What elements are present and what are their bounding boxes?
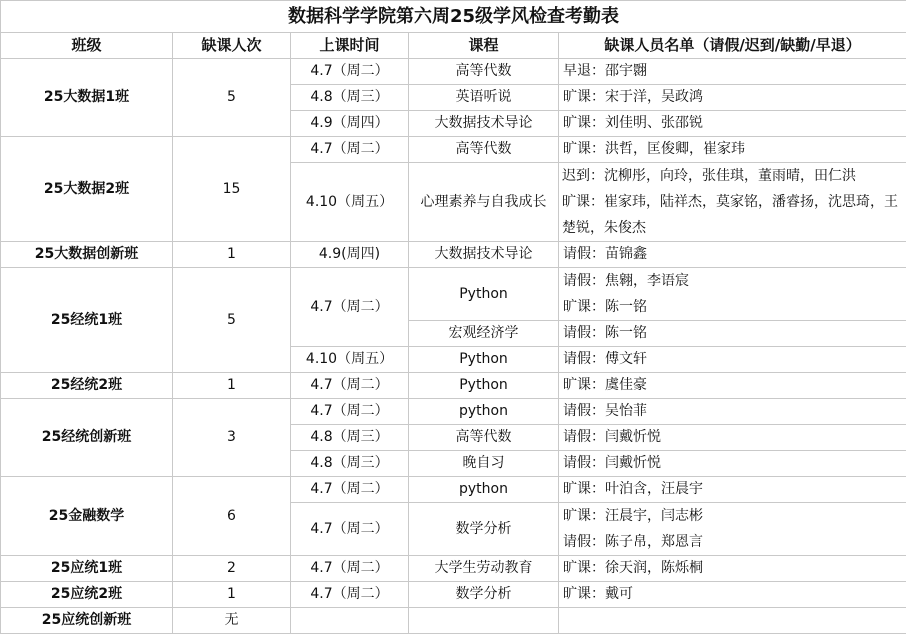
course-name: 大数据技术导论 — [409, 242, 559, 268]
absentee-list: 旷课：刘佳明、张邵锐 — [559, 111, 906, 137]
absentee-list: 旷课：宋于洋，吴政鸿 — [559, 85, 906, 111]
class-name: 25大数据创新班 — [1, 242, 173, 268]
course-name: Python — [409, 268, 559, 321]
absentee-list: 请假：吴怡菲 — [559, 399, 906, 425]
class-time: 4.7（周二） — [291, 556, 409, 582]
course-name: 宏观经济学 — [409, 321, 559, 347]
course-name: python — [409, 477, 559, 503]
absentee-line: 旷课：崔家玮，陆祥杰，莫家铭，潘睿扬，沈思琦，王楚锐，朱俊杰 — [562, 194, 898, 236]
absentee-list: 旷课：叶泊含，汪晨宇 — [559, 477, 906, 503]
class-name: 25应统2班 — [1, 582, 173, 608]
class-time: 4.10（周五） — [291, 347, 409, 373]
class-name: 25应统创新班 — [1, 608, 173, 634]
absentee-list: 请假：苗锦鑫 — [559, 242, 906, 268]
class-time: 4.7（周二） — [291, 503, 409, 556]
absence-count: 15 — [173, 137, 291, 242]
course-name: Python — [409, 373, 559, 399]
absentee-line: 旷课：汪晨宇，闫志彬 — [563, 508, 703, 524]
course-name: 数学分析 — [409, 582, 559, 608]
absence-count: 3 — [173, 399, 291, 477]
class-name: 25大数据1班 — [1, 59, 173, 137]
absence-count: 无 — [173, 608, 291, 634]
absentee-line: 请假：陈子帛，郑恩言 — [563, 534, 703, 550]
absentee-list: 请假：闫戴忻悦 — [559, 451, 906, 477]
class-time: 4.7（周二） — [291, 477, 409, 503]
absence-count: 1 — [173, 582, 291, 608]
table-row — [1, 399, 906, 425]
absentee-list: 请假：傅文轩 — [559, 347, 906, 373]
absence-count: 1 — [173, 373, 291, 399]
class-name: 25经统创新班 — [1, 399, 173, 477]
class-time: 4.8（周三） — [291, 425, 409, 451]
absentee-list: 旷课：徐天润，陈烁桐 — [559, 556, 906, 582]
course-name: 大学生劳动教育 — [409, 556, 559, 582]
table-row — [1, 477, 906, 503]
course-name: python — [409, 399, 559, 425]
header-row — [1, 33, 906, 59]
table-row — [1, 582, 906, 608]
class-time: 4.7（周二） — [291, 137, 409, 163]
absence-count: 1 — [173, 242, 291, 268]
class-time: 4.7（周二） — [291, 268, 409, 347]
absentee-list: 旷课：虞佳豪 — [559, 373, 906, 399]
course-name: 大数据技术导论 — [409, 111, 559, 137]
class-time: 4.8（周三） — [291, 85, 409, 111]
table-row — [1, 242, 906, 268]
absentee-list-cell — [559, 268, 906, 321]
class-time: 4.7（周二） — [291, 399, 409, 425]
class-name: 25金融数学 — [1, 477, 173, 556]
absentee-list: 请假：陈一铭 — [559, 321, 906, 347]
header-class-time: 上课时间 — [291, 33, 409, 59]
course-name: 数学分析 — [409, 503, 559, 556]
class-name: 25经统2班 — [1, 373, 173, 399]
header-class: 班级 — [1, 33, 173, 59]
header-absentee-list: 缺课人员名单（请假/迟到/缺勤/早退） — [559, 33, 906, 59]
course-name: Python — [409, 347, 559, 373]
course-name: 高等代数 — [409, 425, 559, 451]
absentee-list: 早退：邵宇翾 — [559, 59, 906, 85]
absentee-list: 请假：闫戴忻悦 — [559, 425, 906, 451]
course-name: 英语听说 — [409, 85, 559, 111]
class-time: 4.10（周五） — [291, 163, 409, 242]
absence-count: 5 — [173, 268, 291, 373]
course-name: 心理素养与自我成长 — [409, 163, 559, 242]
class-time: 4.8（周三） — [291, 451, 409, 477]
table-title: 数据科学学院第六周25级学风检查考勤表 — [1, 1, 906, 33]
course-name — [409, 608, 559, 634]
absence-count: 6 — [173, 477, 291, 556]
absentee-list: 旷课：戴可 — [559, 582, 906, 608]
class-name: 25大数据2班 — [1, 137, 173, 242]
absence-count: 2 — [173, 556, 291, 582]
header-course: 课程 — [409, 33, 559, 59]
table-row — [1, 608, 906, 634]
class-time: 4.9（周四） — [291, 111, 409, 137]
absentee-line: 旷课：陈一铭 — [563, 299, 647, 315]
table-row — [1, 268, 906, 321]
absentee-list — [559, 608, 906, 634]
header-absence-count: 缺课人次 — [173, 33, 291, 59]
class-name: 25应统1班 — [1, 556, 173, 582]
course-name: 高等代数 — [409, 59, 559, 85]
absence-count: 5 — [173, 59, 291, 137]
table-row — [1, 59, 906, 85]
course-name: 高等代数 — [409, 137, 559, 163]
absentee-list-cell — [559, 163, 906, 242]
class-time — [291, 608, 409, 634]
course-name: 晚自习 — [409, 451, 559, 477]
absentee-line: 迟到：沈柳彤，向玲，张佳琪，董雨晴，田仁洪 — [562, 168, 856, 184]
absentee-list: 旷课：洪哲，匡俊卿，崔家玮 — [559, 137, 906, 163]
class-time: 4.9(周四) — [291, 242, 409, 268]
class-time: 4.7（周二） — [291, 582, 409, 608]
class-time: 4.7（周二） — [291, 59, 409, 85]
table-row — [1, 137, 906, 163]
class-time: 4.7（周二） — [291, 373, 409, 399]
table-row — [1, 556, 906, 582]
absentee-list-cell — [559, 503, 906, 556]
table-row — [1, 373, 906, 399]
absentee-line: 请假：焦翱，李语宸 — [563, 273, 689, 289]
class-name: 25经统1班 — [1, 268, 173, 373]
